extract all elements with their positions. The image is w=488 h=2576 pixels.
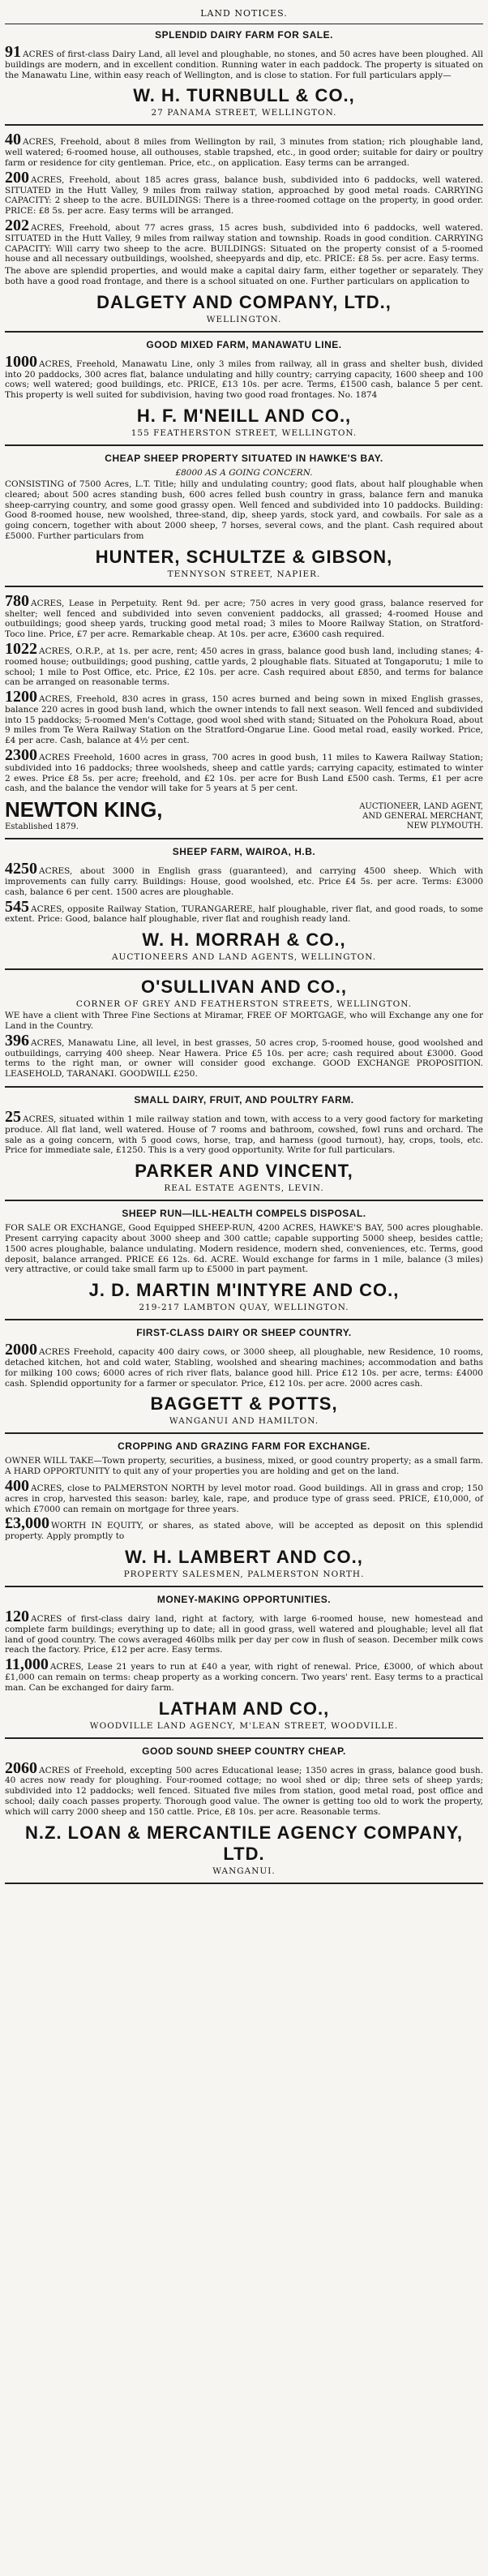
section-heading: MONEY-MAKING OPPORTUNITIES.: [156, 1593, 332, 1605]
listing-text: ACRES of Freehold, excepting 500 acres Educational lease; 1350 acres in grass, balance good bush. 40 acres now ready for ploughing. Four-roomed cottage; no wool shed or dip; three sets of sheep yards; subdivided into 12 paddocks; well fenced. Situated five miles from station, good metal road, post office and school; daily coach passes property. Thorough good value. The owner is getting too old to work the property, which will carry 2000 sheep and 150 cattle. Price, £8 10s. per acre. Reasonable terms.: [5, 1765, 483, 1817]
listing-text: ACRES of first-class dairy land, right at factory, with large 6-roomed house, new homestead and complete farm buildings; everything up to date; all in good grass, well watered and ploughable; level all flat land of good country. The cows averaged 460lbs milk per day per cow in flush of season. December milk cows reach the factory. Price, £12 per acre. Easy terms.: [5, 1613, 483, 1655]
listing-paragraph: [5, 218, 483, 264]
listing-acreage: 400: [5, 1476, 29, 1495]
section-heading: GOOD SOUND SHEEP COUNTRY CHEAP.: [142, 1745, 346, 1757]
section-heading: SHEEP FARM, WAIROA, H.B.: [172, 846, 316, 858]
agent-name: BAGGETT & POTTS,: [150, 1393, 338, 1415]
listing-text: ACRES, Freehold, about 185 acres grass, balance bush, subdivided into 6 paddocks, well watered. SITUATED in the Hutt Valley, 9 miles from railway station, approached by good metal roads. CARRYING CAPACITY: 2 sheep to the acre. BUILDINGS: There is a three-roomed cottage on the property, in good order. PRICE: £8 5s. per acre. Easy terms will be arranged.: [5, 174, 483, 217]
listing-paragraph: [5, 639, 483, 688]
section-heading: SHEEP RUN—ILL-HEALTH COMPELS DISPOSAL.: [122, 1208, 366, 1220]
agent-address: WANGANUI.: [212, 1865, 276, 1876]
agent-name: HUNTER, SCHULTZE & GIBSON,: [95, 546, 393, 567]
listing-acreage: 396: [5, 1031, 29, 1050]
agent-name: W. H. TURNBULL & CO.,: [133, 85, 355, 106]
listing-paragraph: [5, 354, 483, 401]
listing-paragraph: [5, 266, 483, 287]
listing-paragraph: [5, 861, 483, 897]
section-heading: CHEAP SHEEP PROPERTY SITUATED IN HAWKE'S BAY.: [105, 452, 383, 464]
listing-acreage: 25: [5, 1108, 21, 1127]
listing-text: ACRES, Freehold, about 77 acres grass, 15 acres bush, subdivided into 6 paddocks, well watered. SITUATED in the Hutt Valley, 9 miles from railway station and township. Roads in good condition. CARRYING CAPACITY: Will carry two sheep to the acre. BUILDINGS: Situated on the property consist of a 5-roomed house and all necessary outbuildings, woolshed, sheepyards and dip, etc. PRICE: £8 5s. per acre. Easy terms.: [5, 222, 483, 264]
section-divider: [5, 331, 483, 333]
agent-address: AUCTIONEERS AND LAND AGENTS, WELLINGTON.: [111, 952, 377, 963]
listing-paragraph: [5, 1342, 483, 1389]
listing-paragraph: [5, 1758, 483, 1818]
agent-address: 219-217 LAMBTON QUAY, WELLINGTON.: [139, 1303, 349, 1313]
listing-acreage: 40: [5, 131, 21, 149]
agent-name: PARKER AND VINCENT,: [135, 1161, 353, 1182]
agent-credential-line: AND GENERAL MERCHANT,: [362, 812, 483, 822]
agent-name: W. H. LAMBERT AND CO.,: [125, 1546, 363, 1567]
notice-section: [5, 591, 483, 832]
listing-acreage: 1000: [5, 352, 37, 371]
listing-text: ACRES, Lease in Perpetuity. Rent 9d. per acre; 750 acres in very good grass, balance reserved for shelter; well fenced and subdivided into seven convenient paddocks, all grassed; 4-roomed House and outbuildings; good sheep yards, trucking good metal road; 3 miles to Moore Railway Station, on Stratford-Toco line. Price, £7 per acre. Remarkable cheap. At 10s. per acre, £3600 cash required.: [5, 598, 483, 640]
listing-text: ACRES, about 3000 in English grass (guaranteed), and carrying 4500 sheep. Which with improvements can fully carry. Buildings: House, good woolshed, etc. Price £4 5s. per acre. Terms: £3000 cash, balance 6 per cent. 1500 acres are ploughable.: [5, 866, 483, 897]
agent-name: NEWTON KING,: [5, 797, 163, 822]
listing-paragraph: [5, 748, 483, 794]
notice-section: [5, 1594, 483, 1731]
listing-paragraph: [5, 45, 483, 80]
notice-section: [5, 339, 483, 438]
agent-address: TENNYSON STREET, NAPIER.: [167, 569, 321, 579]
listing-text: ACRES, close to PALMERSTON NORTH by level motor road. Good buildings. All in grass and crop; 150 acres in crop, harvested this season: barley, kale, rape, and produce type of grass seed. PRICE, £10,000, of which £7000 can remain on mortgage for three years.: [5, 1483, 483, 1514]
section-divider: [5, 1883, 483, 1884]
listing-acreage: 11,000: [5, 1655, 49, 1674]
listing-acreage: 1200: [5, 688, 37, 706]
section-subheading: £8000 AS A GOING CONCERN.: [175, 467, 313, 478]
section-heading: GOOD MIXED FARM, MANAWATU LINE.: [146, 338, 342, 350]
listing-paragraph: [5, 132, 483, 168]
section-divider: [5, 586, 483, 587]
listing-acreage: 2060: [5, 1758, 37, 1777]
notice-section: [5, 846, 483, 962]
listing-text: ACRES, situated within 1 mile railway station and town, with access to a very good factory for marketing produce. All flat land, well watered. House of 7 rooms and bathroom, cowshed, fowl runs and orchard. The sale as a going concern, with 5 good cows, horse, trap, and harness (good turnout), hay, crops, tools, etc. Price for immediate sale, £1250. This is a very good opportunity. Write for full particulars.: [5, 1114, 483, 1156]
listing-paragraph: [5, 1033, 483, 1080]
listing-paragraph: [5, 1657, 483, 1693]
section-divider: [5, 838, 483, 839]
notice-section: [5, 977, 483, 1080]
listing-paragraph: [5, 1476, 483, 1514]
notice-section: [5, 29, 483, 118]
notice-section: [5, 132, 483, 324]
section-heading: SMALL DAIRY, FRUIT, AND POULTRY FARM.: [134, 1094, 354, 1106]
notice-section: [5, 1208, 483, 1312]
notice-section: [5, 1440, 483, 1579]
listing-text: ACRES, O.R.P., at 1s. per acre, rent; 450 acres in grass, balance good bush land, including stanes; 4-roomed house; outbuildings; good pushing, cattle yards, 2 ploughable flats. Situated at Tongaporutu; 1 mile to school; 1 mile to Post Office, etc. Price, £2 10s. per acre. Cash required about £850, and terms for balance can be arranged on reasonable terms.: [5, 646, 483, 688]
listing-paragraph: [5, 899, 483, 925]
listing-paragraph: [5, 170, 483, 217]
listing-paragraph: [5, 689, 483, 746]
section-divider: [5, 1586, 483, 1587]
listing-text: ACRES, Lease 21 years to run at £40 a year, with right of renewal. Price, £3000, of which about £1,000 can remain on terms: cheap property as a working concern. Two years' rent. Easy terms to a practical man. Can be exchanged for dairy farm.: [5, 1662, 483, 1693]
agent-left: [5, 797, 163, 831]
listing-text: ACRES Freehold, capacity 400 dairy cows, or 3000 sheep, all ploughable, new Residence, 10 rooms, detached kitchen, hot and cold water, Stabling, woolshed and shearing machines; accommodation and baths for milking 100 cows; 6000 acres of rich river flats, balance good hill. Price £12 10s. per acre, terms: £4000 cash. Splendid opportunity for a farmer or speculator. Price, £12 10s. per acre. 2000 acres cash.: [5, 1347, 483, 1389]
notice-section: [5, 453, 483, 579]
listing-paragraph: [5, 1011, 483, 1032]
agent-name: J. D. MARTIN M'INTYRE AND CO.,: [88, 1280, 400, 1301]
agent-name: H. F. M'NEILL AND CO.,: [136, 405, 352, 426]
listing-paragraph: [5, 1110, 483, 1156]
listing-text: ACRES, Freehold, Manawatu Line, only 3 miles from railway, all in grass and shelter bush, divided into 20 paddocks, 300 acres flat, balance undulating and hilly country; carrying capacity, 1600 sheep and 100 cows; well watered; good buildings, etc. PRICE, £13 10s. per acre. Terms, £1500 cash, balance 5 per cent. This property is well suited for subdivision, having two good road frontages. No. 1874: [5, 358, 483, 401]
agent-credential-line: NEW PLYMOUTH.: [406, 822, 483, 831]
listing-paragraph: [5, 1456, 483, 1477]
listing-acreage: 91: [5, 43, 21, 61]
section-divider: [5, 968, 483, 970]
agent-address: WELLINGTON.: [206, 314, 282, 324]
listing-text: OWNER WILL TAKE—Town property, securities, a business, mixed, or good country property; as a small farm. A HARD OPPORTUNITY to quit any of your properties you are holding and get on the land.: [5, 1456, 483, 1477]
agent-address: WANGANUI AND HAMILTON.: [169, 1416, 319, 1427]
section-heading: CROPPING AND GRAZING FARM FOR EXCHANGE.: [118, 1440, 370, 1453]
listing-paragraph: [5, 1609, 483, 1655]
listing-text: ACRES Freehold, 1600 acres in grass, 700 acres in good bush, 11 miles to Kawera Railway Station; subdivided into 16 paddocks; three woolsheds, sheep and cattle yards; carrying capacity, estimated to winter 2 ewes. Price £8 5s. per acre; freehold, and £2 10s. per acre for Bush Land £500 cash. Terms, £1 per acre cash, and the balance the vendor will take for 5 years at 5 per cent.: [5, 753, 483, 794]
section-divider: [5, 1737, 483, 1739]
agent-row: [5, 797, 483, 831]
listing-acreage: 2300: [5, 746, 37, 765]
listing-text: FOR SALE OR EXCHANGE, Good Equipped SHEEP-RUN, 4200 ACRES, HAWKE'S BAY, 500 acres ploughable. Present carrying capacity about 3000 sheep and 300 cattle; capable supporting 5000 sheep, besides cattle; 1500 acres ploughable, balance undulating. Modern residence, modern shed, conveniences, etc. Terms, good deposit, balance arranged. PRICE £6 12s. 6d. ACRE. Would exchange for farms in 1 mile, balance (3 miles) very attractive, or could take small farm up to £5000 in part payment.: [5, 1223, 483, 1275]
agent-name: DALGETY AND COMPANY, LTD.,: [96, 291, 392, 312]
section-divider: [5, 1432, 483, 1434]
listing-acreage: 4250: [5, 860, 37, 878]
listing-acreage: 120: [5, 1607, 29, 1625]
listing-text: The above are splendid properties, and would make a capital dairy farm, either together or separately. They both have a good road frontage, and there is a school situated on one. Further particulars on application to: [5, 266, 483, 286]
agent-address: REAL ESTATE AGENTS, LEVIN.: [164, 1183, 324, 1194]
agent-address: CORNER OF GREY AND FEATHERSTON STREETS, WELLINGTON.: [75, 999, 413, 1010]
listing-text: ACRES, Freehold, about 8 miles from Wellington by rail, 3 minutes from station; rich ploughable land, well watered; 6-roomed house, all outhouses, stable trapshed, etc., in good order; suitable for dairy or poultry farm or residence for city gentleman. Price, etc., on application. Easy terms can be arranged.: [5, 137, 483, 168]
listing-acreage: 545: [5, 897, 29, 916]
listing-paragraph: [5, 479, 483, 542]
listing-text: WE have a client with Three Fine Sections at Miramar, FREE OF MORTGAGE, who will Exchange any one for Land in the Country.: [5, 1011, 483, 1032]
listing-text: WORTH IN EQUITY, or shares, as stated above, will be accepted as deposit on this splendid property. Apply promptly to: [5, 1521, 483, 1542]
notice-section: [5, 1745, 483, 1876]
agent-address: 27 PANAMA STREET, WELLINGTON.: [151, 108, 337, 118]
listing-acreage: £3,000: [5, 1514, 49, 1533]
land-notices-page: [5, 0, 483, 1884]
listing-text: ACRES, opposite Railway Station, TURANGARERE, half ploughable, river flat, and good roads, to some extent. Price: Good, balance half ploughable, river flat and roughish ready land.: [5, 904, 483, 925]
section-divider: [5, 1200, 483, 1201]
section-divider: [5, 1319, 483, 1320]
listing-acreage: 2000: [5, 1341, 37, 1359]
agent-credentials: [359, 802, 483, 831]
listing-acreage: 200: [5, 168, 29, 187]
listing-acreage: 780: [5, 591, 29, 610]
listing-acreage: 202: [5, 216, 29, 234]
section-divider: [5, 1086, 483, 1088]
listing-paragraph: [5, 591, 483, 640]
agent-name: LATHAM AND CO.,: [158, 1698, 330, 1719]
page-header: LAND NOTICES.: [200, 8, 288, 19]
listing-text: CONSISTING of 7500 Acres, L.T. Title; hilly and undulating country; good flats, about half ploughable when cleared; about 500 acres standing bush, 600 acres felled bush country in grass, balance fern and manuka sheep-carrying country, and some good grassy open. Well fenced and subdivided into 10 paddocks. Building: Good 8-roomed house, new woolshed, three-stand, dip, sheep yards, stock yard, and cowbails. For sale as a going concern, together with about 2000 sheep, 7 horses, several cows, and the plant. Cash required about £5000. Further particulars from: [5, 479, 483, 541]
section-divider: [5, 444, 483, 446]
listing-paragraph: [5, 1223, 483, 1275]
section-divider: [5, 124, 483, 126]
notice-section: [5, 1094, 483, 1193]
section-heading: SPLENDID DAIRY FARM FOR SALE.: [155, 29, 333, 41]
agent-address: WOODVILLE LAND AGENCY, M'LEAN STREET, WOODVILLE.: [89, 1720, 399, 1731]
listing-text: ACRES of first-class Dairy Land, all level and ploughable, no stones, and 50 acres have been ploughed. All buildings are modern, and in excellent condition. Running water in each paddock. The property is situated on the Manawatu Line, within easy reach of Wellington, and is close to station. For full particulars apply—: [5, 49, 483, 80]
notice-section: [5, 1327, 483, 1426]
agent-name: N.Z. LOAN & MERCANTILE AGENCY COMPANY, LTD.: [25, 1822, 463, 1864]
listing-acreage: 1022: [5, 639, 37, 658]
section-heading: FIRST-CLASS DAIRY OR SHEEP COUNTRY.: [136, 1327, 352, 1339]
established-line: Established 1879.: [5, 822, 79, 832]
listing-text: ACRES, Freehold, 830 acres in grass, 150 acres burned and being sown in mixed English grasses, balance 220 acres in good bush land, which the owner intends to fall next season. Well fenced and subdivided into 15 paddocks; 5-roomed Men's Cottage, good wool shed with stand; Situated on the Pohokura Road, about 9 miles from Te Wera Railway Station on the Stratford-Ongarue Line. Good metal road, easily worked. Price, £4 per acre. Cash, balance at 4½ per cent.: [5, 694, 483, 746]
agent-address: PROPERTY SALESMEN, PALMERSTON NORTH.: [123, 1569, 365, 1579]
agent-name: W. H. MORRAH & CO.,: [142, 930, 346, 951]
agent-credential-line: AUCTIONEER, LAND AGENT,: [359, 802, 483, 812]
listing-paragraph: [5, 1516, 483, 1542]
notices-content: [5, 29, 483, 1884]
agent-address: 155 FEATHERSTON STREET, WELLINGTON.: [131, 427, 357, 438]
agent-name: O'SULLIVAN AND CO.,: [140, 977, 347, 998]
listing-text: ACRES, Manawatu Line, all level, in best grasses, 50 acres crop, 5-roomed house, good woolshed and outbuildings, carrying 400 sheep. Near Hawera. Price £5 10s. per acre; cash required about £3000. Good terms to the right man, or owner will consider good exchange. GOOD EXCHANGE PROPOSITION. LEASEHOLD, TARANAKI. GOODWILL £250.: [5, 1037, 483, 1080]
